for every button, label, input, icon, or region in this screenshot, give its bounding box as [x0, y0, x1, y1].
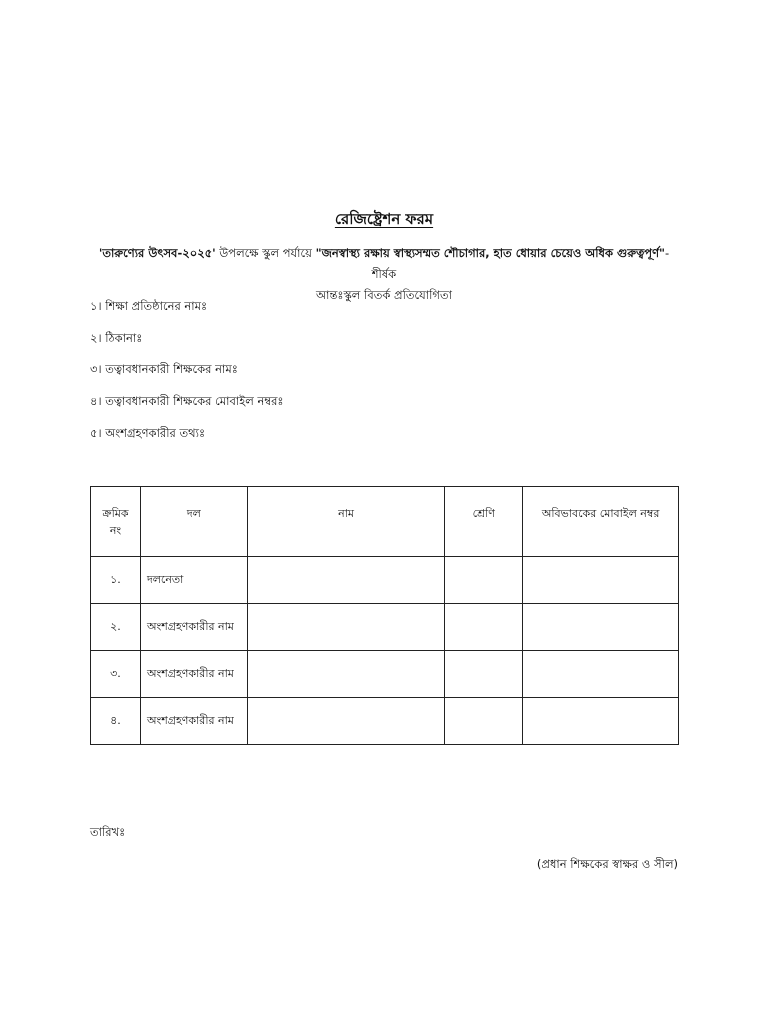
subtitle-occasion: উপলক্ষে স্কুল পর্যায়ে [215, 246, 316, 260]
cell-class[interactable] [445, 698, 523, 745]
field-participant-info: ৫। অংশগ্রহণকারীর তথ্যঃ [90, 426, 206, 440]
cell-name[interactable] [247, 557, 444, 604]
cell-team: দলনেতা [140, 557, 247, 604]
cell-serial: ১. [91, 557, 141, 604]
table-row [91, 651, 679, 698]
field-supervisor-name: ৩। তত্বাবধানকারী শিক্ষকের নামঃ [90, 362, 238, 376]
header-team: দল [140, 487, 247, 557]
subtitle-event-name: 'তারুণ্যের উৎসব-২০২৫' [98, 246, 216, 260]
cell-class[interactable] [445, 604, 523, 651]
participant-table [90, 486, 679, 745]
cell-serial: ৩. [91, 651, 141, 698]
header-class: শ্রেণি [445, 487, 523, 557]
header-serial [91, 487, 141, 557]
form-subtitle [90, 243, 678, 306]
cell-name[interactable] [247, 698, 444, 745]
header-serial-line2: নং [109, 524, 122, 537]
header-guardian-mobile: অবিভাবকের মোবাইল নম্বর [523, 487, 679, 557]
cell-guardian-mobile[interactable] [523, 698, 679, 745]
headteacher-signature-label: (প্রধান শিক্ষকের স্বাক্ষর ও সীল) [536, 857, 678, 871]
cell-guardian-mobile[interactable] [523, 604, 679, 651]
cell-name[interactable] [247, 604, 444, 651]
subtitle-suffix: - শীর্ষক [371, 246, 670, 281]
cell-serial: ২. [91, 604, 141, 651]
cell-guardian-mobile[interactable] [523, 651, 679, 698]
field-supervisor-mobile: ৪। তত্বাবধানকারী শিক্ষকের মোবাইল নম্বরঃ [90, 394, 284, 408]
cell-class[interactable] [445, 651, 523, 698]
cell-guardian-mobile[interactable] [523, 557, 679, 604]
header-name: নাম [247, 487, 444, 557]
header-serial-line1: ক্রমিক [102, 507, 129, 520]
cell-name[interactable] [247, 651, 444, 698]
table-header-row [91, 487, 679, 557]
cell-team: অংশগ্রহণকারীর নাম [140, 604, 247, 651]
cell-class[interactable] [445, 557, 523, 604]
field-address: ২। ঠিকানাঃ [90, 331, 143, 345]
cell-team: অংশগ্রহণকারীর নাম [140, 651, 247, 698]
table-row [91, 557, 679, 604]
date-label: তারিখঃ [90, 825, 126, 839]
field-institution-name: ১। শিক্ষা প্রতিষ্ঠানের নামঃ [90, 299, 208, 313]
cell-serial: ৪. [91, 698, 141, 745]
form-title: রেজিষ্ট্রেশন ফরম [334, 210, 434, 228]
subtitle-competition: আন্তঃস্কুল বিতর্ক প্রতিযোগিতা [316, 288, 452, 302]
table-row [91, 698, 679, 745]
cell-team: অংশগ্রহণকারীর নাম [140, 698, 247, 745]
subtitle-debate-topic: "জনস্বাস্থ্য রক্ষায় স্বাস্থ্যসম্মত শৌচাগার, হাত ধোয়ার চেয়েও অধিক গুরুত্বপূর্ণ" [315, 246, 666, 260]
table-row [91, 604, 679, 651]
